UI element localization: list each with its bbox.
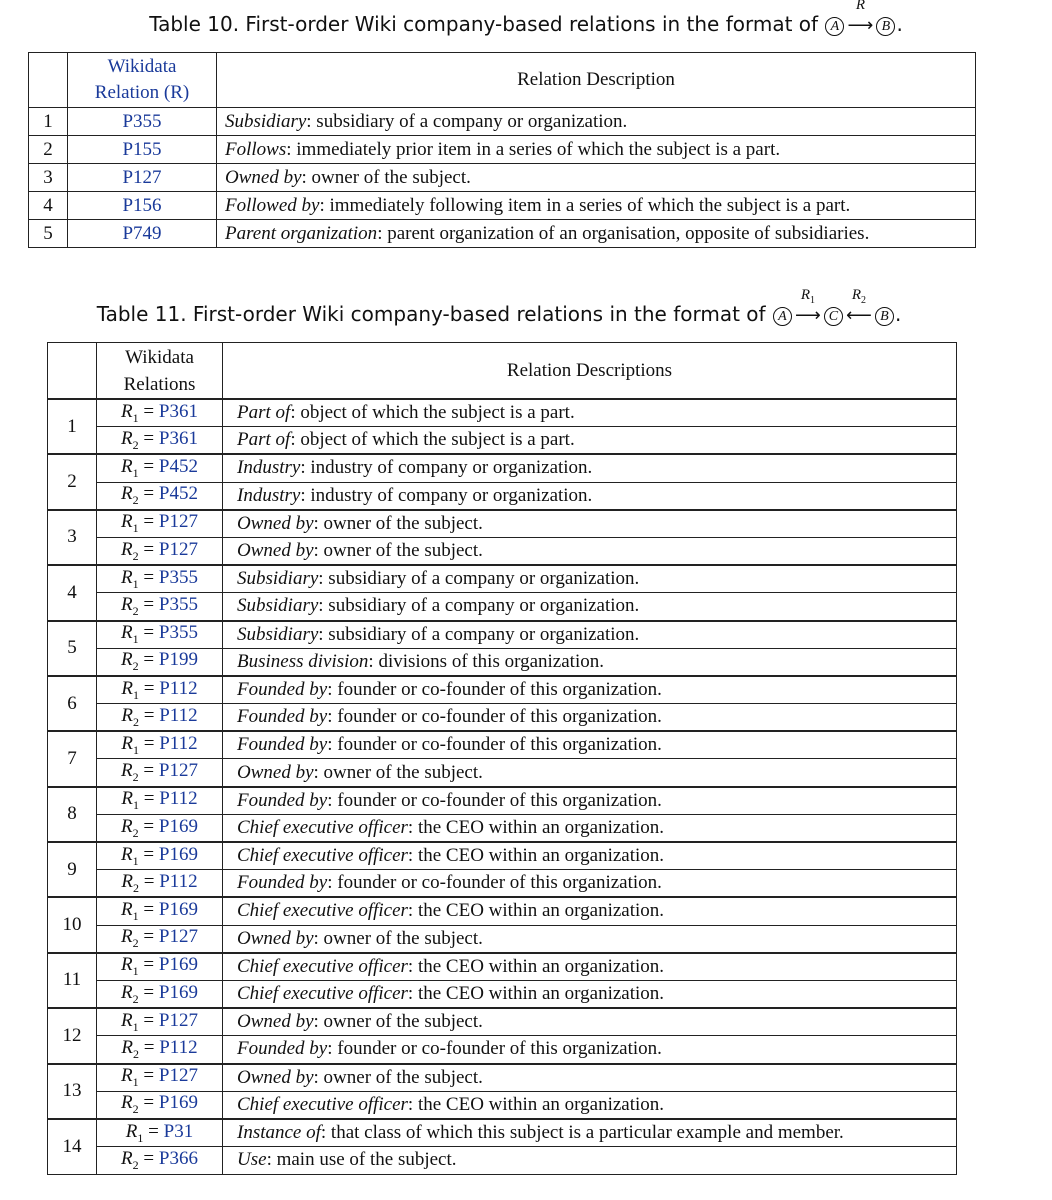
caption-text: Table 11. First-order Wiki company-based relations in the format of — [96, 302, 766, 326]
table-row — [48, 1147, 957, 1175]
relation-id-link[interactable]: P452 — [158, 456, 198, 478]
relation-text: : subsidiary of a company or organization. — [318, 595, 640, 617]
row-index: 1 — [29, 108, 68, 136]
table-row — [29, 164, 976, 192]
relation-var: $R_1$ — [121, 456, 139, 480]
table-row — [48, 787, 957, 815]
relation-id-link[interactable]: P112 — [159, 704, 198, 726]
relation-id-link[interactable]: P156 — [68, 192, 217, 220]
relation-description — [223, 1091, 957, 1119]
relation-name: Instance of — [237, 1121, 321, 1143]
node-c-symbol: C — [824, 307, 843, 326]
relation-var: $R_2$ — [121, 926, 139, 951]
relation-cell: $R_1 = P127$ — [97, 1008, 223, 1036]
relation-name: Owned by — [237, 1011, 314, 1033]
relation-description — [223, 510, 957, 538]
header-description-cell: Relation Description — [217, 53, 976, 108]
relation-text: : main use of the subject. — [266, 1149, 457, 1171]
relation-label: R — [855, 0, 866, 13]
relation-description — [223, 1119, 957, 1147]
table-row — [48, 897, 957, 925]
group-index: 11 — [48, 953, 97, 1008]
relation-var: $R_1$ — [121, 1065, 139, 1089]
relation-name: Use — [237, 1149, 267, 1171]
relation-description — [223, 1008, 957, 1036]
node-a-symbol: A — [825, 17, 844, 36]
relation-text: : subsidiary of a company or organization. — [306, 110, 628, 132]
relation-cell: $R_1 = P169$ — [97, 897, 223, 925]
relation-text: : owner of the subject. — [301, 166, 471, 188]
relation-var: $R_2$ — [121, 649, 139, 674]
relation-text: : industry of company or organization. — [300, 457, 593, 479]
relation-id-link[interactable]: P127 — [158, 1009, 198, 1031]
relation-var: $R_1$ — [121, 400, 139, 425]
relation-id-link[interactable]: P112 — [159, 732, 198, 754]
relation-cell: $R_2 = P112$ — [97, 704, 223, 732]
relation-text: : the CEO within an organization. — [407, 983, 665, 1005]
relation-name: Founded by — [237, 789, 328, 811]
relation-text: : founder or co-founder of this organization. — [327, 734, 662, 756]
group-index: 9 — [48, 842, 97, 897]
group-index: 12 — [48, 1008, 97, 1063]
relation-description — [223, 454, 957, 482]
table-row — [48, 454, 957, 482]
table-row — [48, 399, 957, 427]
table-row — [48, 814, 957, 842]
relation-cell: $R_2 = P127$ — [97, 925, 223, 953]
relation-id-link[interactable]: P355 — [158, 622, 198, 644]
relation-name: Owned by — [237, 761, 314, 783]
relation-id-link[interactable]: P169 — [158, 899, 198, 921]
relation-var: $R_1$ — [121, 677, 139, 702]
table-row — [48, 482, 957, 510]
group-index: 7 — [48, 731, 97, 786]
right-arrow-icon: $R_1$ ⟶ — [793, 305, 823, 326]
relation-cell: $R_2 = P112$ — [97, 870, 223, 898]
table-row — [48, 1008, 957, 1036]
node-a-symbol: A — [773, 307, 792, 326]
table-header-row — [29, 53, 976, 108]
relation-name: Subsidiary — [225, 110, 307, 132]
group-index: 6 — [48, 676, 97, 731]
header-relation-cell: Wikidata Relation (R) — [68, 53, 217, 108]
relation-cell: $R_1 = P355$ — [97, 565, 223, 593]
relation-cell: $R_1 = P127$ — [97, 510, 223, 538]
relation-description — [223, 731, 957, 759]
relation-text: : owner of the subject. — [313, 540, 483, 562]
relation-name: Owned by — [237, 1066, 314, 1088]
relation-name: Chief executive officer — [237, 816, 408, 838]
relation-name: Parent organization — [225, 222, 378, 244]
relation-id-link[interactable]: P169 — [158, 815, 198, 837]
relation-description — [223, 676, 957, 704]
relation-text: : subsidiary of a company or organization. — [318, 568, 640, 590]
group-index: 5 — [48, 621, 97, 676]
relation-id-link[interactable]: P169 — [158, 954, 198, 976]
relation-name: Founded by — [237, 706, 328, 728]
relation-text: : that class of which this subject is a particular example and member. — [320, 1121, 844, 1143]
table-row — [48, 621, 957, 649]
row-index: 2 — [29, 136, 68, 164]
relation-cell: $R_1 = P169$ — [97, 842, 223, 870]
relation-name: Chief executive officer — [237, 900, 408, 922]
relation-var: $R_1$ — [121, 1009, 139, 1034]
relation-name: Part of — [237, 429, 291, 451]
relation-var: $R_2$ — [121, 427, 139, 452]
relation-cell: $R_2 = P169$ — [97, 814, 223, 842]
relation-text: : divisions of this organization. — [368, 650, 604, 672]
relation-description — [223, 565, 957, 593]
left-arrow-icon: $R_2$ ⟵ — [844, 305, 874, 326]
relation-text: : the CEO within an organization. — [407, 845, 665, 867]
table-row — [48, 427, 957, 455]
relation-name: Owned by — [237, 512, 314, 534]
header-index-cell — [29, 53, 68, 108]
relation-var: $R_2$ — [121, 870, 139, 895]
right-arrow-icon: R ⟶ — [845, 15, 875, 36]
relation-cell: $R_2 = P169$ — [97, 980, 223, 1008]
relation-description — [217, 164, 976, 192]
relation-name: Follows — [225, 138, 287, 160]
relation-description — [223, 814, 957, 842]
table-11 — [47, 342, 957, 1175]
relation-description — [223, 787, 957, 815]
table-row — [48, 1064, 957, 1092]
relation-description — [223, 621, 957, 649]
table-row — [48, 648, 957, 676]
relation-text: : the CEO within an organization. — [407, 1093, 665, 1115]
table-row — [48, 1119, 957, 1147]
relation-cell: $R_2 = P361$ — [97, 427, 223, 455]
relation-name: Chief executive officer — [237, 983, 408, 1005]
table-row — [48, 759, 957, 787]
relation-text: : industry of company or organization. — [300, 484, 593, 506]
relation-text: : founder or co-founder of this organization. — [327, 872, 662, 894]
header-descriptions-cell: Relation Descriptions — [223, 343, 957, 400]
relation-name: Industry — [237, 484, 301, 506]
relation-label-1: $R_1$ — [800, 287, 816, 306]
relation-id-link[interactable]: P127 — [158, 511, 198, 533]
relation-description — [223, 537, 957, 565]
relation-cell: $R_2 = P199$ — [97, 648, 223, 676]
relation-cell: $R_1 = P112$ — [97, 787, 223, 815]
relation-description — [223, 925, 957, 953]
table-row — [48, 704, 957, 732]
relation-description — [223, 759, 957, 787]
table-10 — [28, 52, 976, 248]
relation-id-link[interactable]: P361 — [158, 427, 198, 449]
relation-var: $R_1$ — [121, 954, 139, 979]
relation-id-link[interactable]: P127 — [158, 1065, 198, 1087]
relation-text: : the CEO within an organization. — [407, 900, 665, 922]
table-row — [48, 676, 957, 704]
relation-cell: $R_2 = P355$ — [97, 593, 223, 621]
table-row — [29, 136, 976, 164]
relation-id-link[interactable]: P31 — [163, 1120, 194, 1142]
caption-text: Table 10. First-order Wiki company-based relations in the format of — [149, 12, 819, 36]
relation-text: : owner of the subject. — [313, 761, 483, 783]
relation-id-link[interactable]: P355 — [158, 566, 198, 588]
relation-id-link[interactable]: P127 — [158, 926, 198, 948]
relation-text: : owner of the subject. — [313, 1066, 483, 1088]
relation-name: Owned by — [237, 540, 314, 562]
relation-text: : immediately prior item in a series of which the subject is a part. — [286, 138, 781, 160]
relation-cell: $R_2 = P127$ — [97, 537, 223, 565]
row-index: 3 — [29, 164, 68, 192]
relation-id-link[interactable]: P169 — [158, 843, 198, 865]
relation-cell: $R_2 = P127$ — [97, 759, 223, 787]
relation-id-link[interactable]: P127 — [158, 760, 198, 782]
relation-var: $R_2$ — [121, 1148, 139, 1172]
relation-text: : immediately following item in a series of which the subject is a part. — [319, 194, 851, 216]
relation-description — [223, 399, 957, 427]
relation-description — [223, 953, 957, 981]
relation-var: $R_2$ — [121, 594, 139, 618]
relation-description — [223, 1064, 957, 1092]
relation-text: : the CEO within an organization. — [407, 816, 665, 838]
row-index: 5 — [29, 220, 68, 248]
relation-text: : founder or co-founder of this organization. — [327, 1038, 662, 1060]
relation-label-2: $R_2$ — [851, 287, 867, 306]
group-index: 3 — [48, 510, 97, 565]
header-index-cell — [48, 343, 97, 400]
relation-description — [217, 108, 976, 136]
relation-id-link[interactable]: P749 — [68, 220, 217, 248]
table-row — [48, 1036, 957, 1064]
table-row — [48, 731, 957, 759]
relation-description — [223, 980, 957, 1008]
group-index: 4 — [48, 565, 97, 620]
relation-cell: $R_1 = P169$ — [97, 953, 223, 981]
relation-var: $R_1$ — [121, 566, 139, 591]
relation-text: : object of which the subject is a part. — [290, 402, 575, 424]
relation-id-link[interactable]: P112 — [159, 1037, 198, 1058]
relation-description — [223, 1147, 957, 1175]
relation-text: : object of which the subject is a part. — [290, 429, 575, 451]
relation-name: Subsidiary — [237, 568, 319, 590]
table-row — [48, 593, 957, 621]
relation-id-link[interactable]: P169 — [158, 981, 198, 1003]
relation-name: Business division — [237, 650, 369, 672]
relation-text: : founder or co-founder of this organization. — [327, 789, 662, 811]
relation-name: Subsidiary — [237, 595, 319, 617]
group-index: 13 — [48, 1064, 97, 1119]
relation-text: : founder or co-founder of this organization. — [327, 706, 662, 728]
table-row — [48, 565, 957, 593]
relation-var: $R_1$ — [121, 511, 139, 536]
table-row — [29, 220, 976, 248]
group-index: 8 — [48, 787, 97, 842]
relation-cell: $R_1 = P355$ — [97, 621, 223, 649]
relation-text: : founder or co-founder of this organization. — [327, 678, 662, 700]
relation-cell: $R_1 = P112$ — [97, 676, 223, 704]
table-row — [29, 192, 976, 220]
relation-id-link[interactable]: P361 — [158, 400, 198, 422]
relation-name: Founded by — [237, 1038, 328, 1060]
relation-cell: $R_2 = P366$ — [97, 1147, 223, 1175]
table-row — [48, 842, 957, 870]
relation-cell: $R_1 = P112$ — [97, 731, 223, 759]
relation-var: $R_1$ — [121, 788, 139, 813]
group-index: 2 — [48, 454, 97, 509]
table-11-caption: Table 11. First-order Wiki company-based relations in the format of A $R_1$ ⟶ C $R_2$ ⟵ B . — [96, 287, 902, 326]
relation-text: : owner of the subject. — [313, 512, 483, 534]
header-relations-cell: Wikidata Relations — [97, 343, 223, 400]
relation-name: Founded by — [237, 734, 328, 756]
relation-name: Owned by — [237, 927, 314, 949]
relation-var: $R_2$ — [121, 815, 139, 840]
relation-id-link[interactable]: P155 — [68, 136, 217, 164]
node-b-symbol: B — [875, 307, 894, 326]
table-row — [48, 537, 957, 565]
relation-description — [217, 136, 976, 164]
relation-id-link[interactable]: P355 — [68, 108, 217, 136]
group-index: 14 — [48, 1119, 97, 1174]
relation-text: : the CEO within an organization. — [407, 955, 665, 977]
group-index: 10 — [48, 897, 97, 952]
relation-id-link[interactable]: P112 — [159, 677, 198, 699]
relation-name: Part of — [237, 402, 291, 424]
relation-description — [223, 704, 957, 732]
table-row — [48, 1091, 957, 1119]
relation-description — [223, 842, 957, 870]
relation-id-link[interactable]: P169 — [158, 1092, 198, 1114]
relation-id-link[interactable]: P199 — [158, 649, 198, 671]
relation-description — [217, 220, 976, 248]
relation-id-link[interactable]: P127 — [68, 164, 217, 192]
relation-text: : subsidiary of a company or organization. — [318, 623, 640, 645]
relation-description — [223, 897, 957, 925]
relation-id-link[interactable]: P355 — [158, 594, 198, 615]
relation-name: Owned by — [225, 166, 302, 188]
node-b-symbol: B — [876, 17, 895, 36]
table-row — [48, 953, 957, 981]
table-row — [48, 870, 957, 898]
relation-text: : owner of the subject. — [313, 1011, 483, 1033]
table-row — [48, 925, 957, 953]
relation-description — [223, 1036, 957, 1064]
relation-var: $R_2$ — [121, 483, 139, 508]
relation-var: $R_2$ — [121, 981, 139, 1006]
relation-cell: $R_1 = P31$ — [97, 1119, 223, 1147]
relation-name: Chief executive officer — [237, 845, 408, 867]
relation-cell: $R_2 = P112$ — [97, 1036, 223, 1064]
relation-var: $R_2$ — [121, 704, 139, 729]
relation-cell: $R_2 = P452$ — [97, 482, 223, 510]
relation-cell: $R_1 = P452$ — [97, 454, 223, 482]
relation-name: Followed by — [225, 194, 320, 216]
relation-var: $R_2$ — [121, 1037, 139, 1061]
table-row — [48, 510, 957, 538]
relation-text: : owner of the subject. — [313, 927, 483, 949]
relation-description — [223, 870, 957, 898]
relation-var: $R_2$ — [121, 538, 139, 563]
relation-description — [223, 648, 957, 676]
row-index: 4 — [29, 192, 68, 220]
relation-name: Chief executive officer — [237, 955, 408, 977]
relation-name: Founded by — [237, 872, 328, 894]
relation-name: Founded by — [237, 678, 328, 700]
relation-id-link[interactable]: P452 — [158, 483, 198, 505]
relation-var: $R_1$ — [121, 622, 139, 646]
relation-name: Chief executive officer — [237, 1093, 408, 1115]
relation-id-link[interactable]: P127 — [158, 538, 198, 560]
group-index: 1 — [48, 399, 97, 454]
table-row — [48, 980, 957, 1008]
relation-cell: $R_2 = P169$ — [97, 1091, 223, 1119]
relation-var: $R_1$ — [121, 899, 139, 923]
table-row — [29, 108, 976, 136]
relation-id-link[interactable]: P366 — [158, 1148, 198, 1169]
relation-description — [223, 593, 957, 621]
relation-description — [217, 192, 976, 220]
relation-name: Industry — [237, 457, 301, 479]
relation-description — [223, 482, 957, 510]
relation-cell: $R_1 = P127$ — [97, 1064, 223, 1092]
relation-cell: $R_1 = P361$ — [97, 399, 223, 427]
relation-id-link[interactable]: P112 — [159, 870, 198, 892]
relation-text: : parent organization of an organisation, opposite of subsidiaries. — [377, 222, 870, 244]
relation-id-link[interactable]: P112 — [159, 788, 198, 810]
relation-var: $R_2$ — [121, 1092, 139, 1117]
table-10-caption: Table 10. First-order Wiki company-based relations in the format of A R ⟶ B . — [0, 12, 1052, 36]
relation-var: $R_1$ — [121, 843, 139, 868]
relation-var: $R_1$ — [125, 1120, 144, 1145]
table-header-row — [48, 343, 957, 400]
relation-var: $R_1$ — [121, 732, 139, 757]
relation-var: $R_2$ — [121, 760, 139, 784]
relation-name: Subsidiary — [237, 623, 319, 645]
relation-description — [223, 427, 957, 455]
